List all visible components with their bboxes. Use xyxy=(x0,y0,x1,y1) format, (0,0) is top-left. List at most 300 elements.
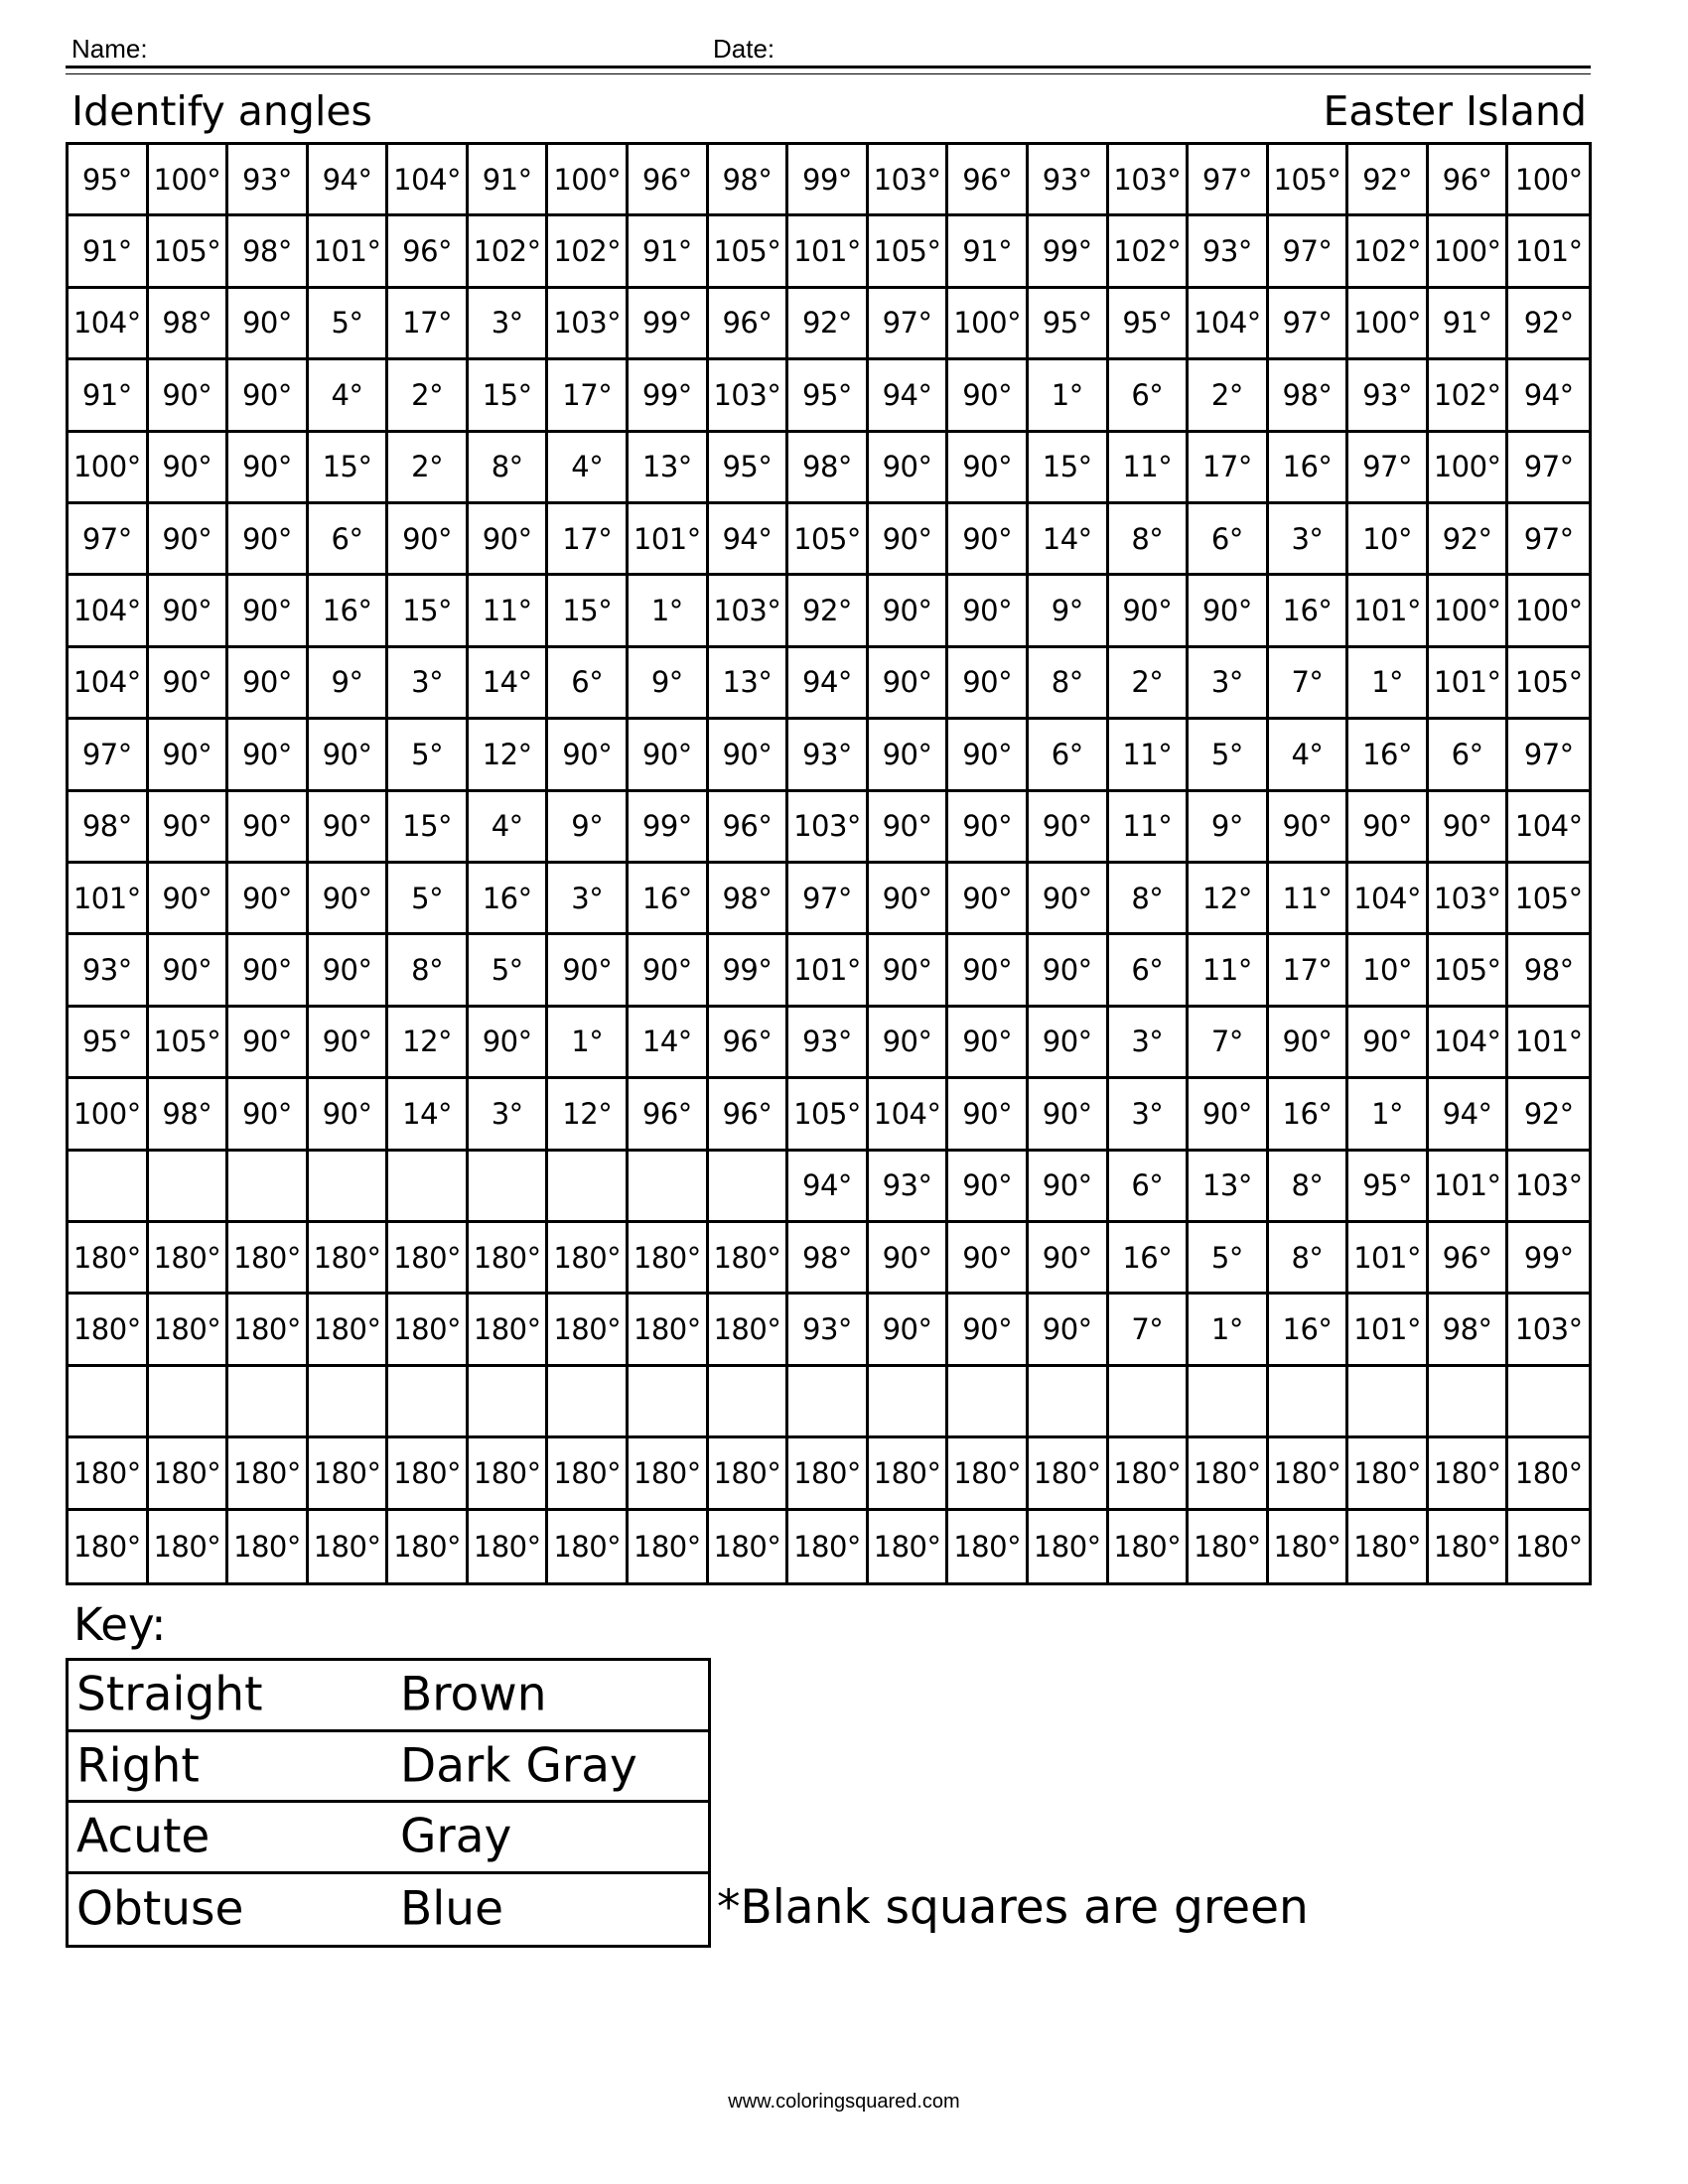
grid-cell: 97° xyxy=(1508,720,1589,791)
grid-cell: 94° xyxy=(1429,1079,1509,1151)
grid-cell: 99° xyxy=(1029,216,1109,288)
grid-cell xyxy=(1029,1367,1109,1438)
grid-cell: 103° xyxy=(869,145,949,216)
grid-cell: 90° xyxy=(228,433,309,504)
grid-cell: 13° xyxy=(709,648,789,720)
grid-cell: 90° xyxy=(228,935,309,1007)
grid-cell: 98° xyxy=(1269,360,1349,432)
grid-cell: 180° xyxy=(69,1438,149,1510)
grid-cell: 180° xyxy=(469,1438,549,1510)
grid-cell: 11° xyxy=(1109,792,1190,864)
grid-cell: 16° xyxy=(1269,433,1349,504)
grid-cell xyxy=(548,1152,629,1223)
grid-cell: 90° xyxy=(948,792,1029,864)
grid-cell: 94° xyxy=(788,1152,869,1223)
grid-cell: 93° xyxy=(1189,216,1269,288)
grid-cell: 13° xyxy=(629,433,709,504)
grid-cell: 9° xyxy=(1029,576,1109,647)
grid-cell: 90° xyxy=(548,935,629,1007)
key-type: Acute xyxy=(76,1809,211,1864)
grid-cell: 95° xyxy=(1348,1152,1429,1223)
grid-cell: 105° xyxy=(149,1008,229,1079)
grid-cell: 102° xyxy=(469,216,549,288)
grid-cell: 101° xyxy=(1508,216,1589,288)
grid-cell: 90° xyxy=(228,1079,309,1151)
grid-cell: 98° xyxy=(709,145,789,216)
grid-cell xyxy=(1429,1367,1509,1438)
grid-cell: 100° xyxy=(1429,576,1509,647)
grid-cell: 90° xyxy=(1029,1008,1109,1079)
grid-cell: 90° xyxy=(228,1008,309,1079)
grid-cell: 103° xyxy=(788,792,869,864)
grid-cell: 104° xyxy=(69,289,149,360)
grid-cell: 103° xyxy=(548,289,629,360)
grid-cell: 7° xyxy=(1269,648,1349,720)
grid-cell: 180° xyxy=(788,1511,869,1582)
key-table xyxy=(66,1658,711,1948)
grid-cell: 100° xyxy=(1429,433,1509,504)
grid-cell: 180° xyxy=(309,1438,389,1510)
grid-cell: 12° xyxy=(548,1079,629,1151)
grid-cell: 90° xyxy=(149,864,229,935)
grid-cell: 15° xyxy=(1029,433,1109,504)
grid-cell: 6° xyxy=(1029,720,1109,791)
grid-cell: 90° xyxy=(1348,1008,1429,1079)
grid-cell: 5° xyxy=(1189,1223,1269,1295)
grid-cell: 180° xyxy=(1514,1529,1583,1564)
grid-cell: 94° xyxy=(788,648,869,720)
grid-cell: 90° xyxy=(469,504,549,576)
grid-cell: 90° xyxy=(1348,792,1429,864)
grid-cell: 8° xyxy=(1109,504,1190,576)
grid-cell: 90° xyxy=(869,792,949,864)
key-color: Blue xyxy=(400,1881,504,1937)
grid-cell: 180° xyxy=(1109,1511,1190,1582)
grid-cell: 90° xyxy=(149,648,229,720)
grid-cell: 96° xyxy=(709,1008,789,1079)
grid-cell: 17° xyxy=(548,360,629,432)
grid-cell: 101° xyxy=(1348,576,1429,647)
grid-cell: 90° xyxy=(948,1295,1029,1366)
grid-cell: 180° xyxy=(228,1295,309,1366)
grid-cell xyxy=(1109,1367,1190,1438)
grid-cell: 14° xyxy=(388,1079,469,1151)
worksheet-title: Identify angles xyxy=(71,87,372,135)
grid-cell: 180° xyxy=(228,1438,309,1510)
grid-cell: 180° xyxy=(1269,1438,1349,1510)
grid-cell: 180° xyxy=(948,1438,1029,1510)
grid-cell: 90° xyxy=(149,720,229,791)
grid-cell: 16° xyxy=(309,576,389,647)
grid-cell: 90° xyxy=(149,433,229,504)
grid-cell: 90° xyxy=(869,1008,949,1079)
grid-cell: 102° xyxy=(548,216,629,288)
grid-cell: 11° xyxy=(469,576,549,647)
grid-cell xyxy=(948,1367,1029,1438)
grid-cell xyxy=(149,1152,229,1223)
grid-cell: 90° xyxy=(869,504,949,576)
grid-cell xyxy=(548,1367,629,1438)
grid-cell: 90° xyxy=(228,504,309,576)
grid-cell: 104° xyxy=(1189,289,1269,360)
grid-cell: 8° xyxy=(1269,1152,1349,1223)
grid-cell: 9° xyxy=(1189,792,1269,864)
grid-cell: 93° xyxy=(1348,360,1429,432)
grid-cell: 97° xyxy=(1269,216,1349,288)
grid-cell: 101° xyxy=(69,864,149,935)
grid-cell: 3° xyxy=(388,648,469,720)
grid-cell: 92° xyxy=(1429,504,1509,576)
grid-cell: 16° xyxy=(1348,720,1429,791)
grid-cell: 101° xyxy=(788,216,869,288)
grid-cell: 16° xyxy=(1269,576,1349,647)
grid-cell: 5° xyxy=(1189,720,1269,791)
grid-cell: 93° xyxy=(228,145,309,216)
grid-cell: 97° xyxy=(69,504,149,576)
grid-cell: 96° xyxy=(388,216,469,288)
grid-cell: 180° xyxy=(1029,1511,1109,1582)
grid-cell: 6° xyxy=(1109,1152,1190,1223)
grid-cell: 105° xyxy=(788,1079,869,1151)
grid-cell: 1° xyxy=(1348,1079,1429,1151)
grid-cell: 90° xyxy=(309,935,389,1007)
grid-cell: 180° xyxy=(548,1223,629,1295)
grid-cell: 180° xyxy=(709,1223,789,1295)
grid-cell: 180° xyxy=(869,1511,949,1582)
grid-cell: 90° xyxy=(948,433,1029,504)
grid-cell: 8° xyxy=(1269,1223,1349,1295)
blank-squares-note: *Blank squares are green xyxy=(717,1880,1309,1935)
grid-cell: 100° xyxy=(69,433,149,504)
grid-cell: 90° xyxy=(1029,792,1109,864)
grid-cell: 180° xyxy=(149,1223,229,1295)
grid-cell xyxy=(1269,1367,1349,1438)
grid-cell: 100° xyxy=(1508,145,1589,216)
grid-cell: 101° xyxy=(788,935,869,1007)
grid-cell: 180° xyxy=(309,1511,389,1582)
grid-cell: 90° xyxy=(1269,1008,1349,1079)
grid-cell: 93° xyxy=(788,1008,869,1079)
grid-cell: 90° xyxy=(948,1223,1029,1295)
grid-cell: 10° xyxy=(1348,935,1429,1007)
grid-cell: 180° xyxy=(788,1438,869,1510)
grid-cell: 14° xyxy=(469,648,549,720)
grid-cell xyxy=(469,1367,549,1438)
grid-cell: 101° xyxy=(1429,1152,1509,1223)
grid-cell: 100° xyxy=(69,1079,149,1151)
grid-cell: 101° xyxy=(1429,648,1509,720)
grid-cell: 95° xyxy=(1029,289,1109,360)
grid-cell: 90° xyxy=(948,360,1029,432)
grid-cell: 91° xyxy=(469,145,549,216)
grid-cell: 90° xyxy=(149,360,229,432)
grid-cell: 5° xyxy=(388,864,469,935)
grid-cell: 99° xyxy=(788,145,869,216)
grid-cell: 97° xyxy=(69,720,149,791)
grid-cell: 90° xyxy=(469,1008,549,1079)
grid-cell: 90° xyxy=(309,720,389,791)
grid-cell: 95° xyxy=(69,1008,149,1079)
grid-cell: 92° xyxy=(788,576,869,647)
grid-cell: 103° xyxy=(1508,1152,1589,1223)
grid-cell: 180° xyxy=(1109,1438,1190,1510)
grid-cell xyxy=(629,1152,709,1223)
grid-cell: 11° xyxy=(1109,433,1190,504)
grid-cell: 180° xyxy=(1429,1438,1509,1510)
key-color: Dark Gray xyxy=(400,1738,637,1794)
grid-cell: 3° xyxy=(1109,1079,1190,1151)
grid-cell xyxy=(469,1152,549,1223)
grid-cell: 98° xyxy=(228,216,309,288)
grid-cell: 93° xyxy=(788,1295,869,1366)
grid-cell: 96° xyxy=(709,1079,789,1151)
key-color: Brown xyxy=(400,1667,547,1722)
name-label: Name: xyxy=(71,34,148,64)
grid-cell: 96° xyxy=(948,145,1029,216)
grid-cell: 180° xyxy=(709,1295,789,1366)
grid-cell: 101° xyxy=(629,504,709,576)
grid-cell: 90° xyxy=(228,792,309,864)
grid-cell: 16° xyxy=(1269,1079,1349,1151)
grid-cell: 90° xyxy=(869,1295,949,1366)
grid-cell: 92° xyxy=(1348,145,1429,216)
grid-cell: 104° xyxy=(69,576,149,647)
grid-cell: 105° xyxy=(1269,145,1349,216)
grid-cell: 94° xyxy=(709,504,789,576)
grid-cell xyxy=(69,1367,149,1438)
grid-cell: 180° xyxy=(1189,1511,1269,1582)
grid-cell xyxy=(1348,1367,1429,1438)
grid-cell: 17° xyxy=(388,289,469,360)
grid-cell: 96° xyxy=(709,289,789,360)
grid-cell: 7° xyxy=(1189,1008,1269,1079)
grid-cell: 3° xyxy=(1189,648,1269,720)
grid-cell: 90° xyxy=(948,864,1029,935)
grid-cell: 90° xyxy=(309,792,389,864)
grid-cell: 180° xyxy=(149,1511,229,1582)
grid-cell: 90° xyxy=(709,720,789,791)
key-row-acute xyxy=(69,1803,708,1874)
grid-cell: 99° xyxy=(1508,1223,1589,1295)
grid-cell: 15° xyxy=(548,576,629,647)
grid-cell: 105° xyxy=(788,504,869,576)
grid-cell: 13° xyxy=(1189,1152,1269,1223)
key-row-straight xyxy=(69,1661,708,1732)
grid-cell: 3° xyxy=(469,1079,549,1151)
grid-cell: 180° xyxy=(149,1438,229,1510)
grid-cell: 180° xyxy=(629,1438,709,1510)
grid-cell: 90° xyxy=(548,720,629,791)
grid-cell: 105° xyxy=(149,216,229,288)
grid-cell: 180° xyxy=(709,1438,789,1510)
grid-cell: 101° xyxy=(1348,1295,1429,1366)
grid-cell: 180° xyxy=(309,1223,389,1295)
grid-cell xyxy=(149,1367,229,1438)
grid-cell: 90° xyxy=(228,864,309,935)
grid-cell: 11° xyxy=(1189,935,1269,1007)
grid-cell: 90° xyxy=(309,1079,389,1151)
grid-cell: 90° xyxy=(948,576,1029,647)
grid-cell: 92° xyxy=(1508,289,1589,360)
grid-cell: 97° xyxy=(1348,433,1429,504)
grid-cell xyxy=(1189,1367,1269,1438)
grid-cell xyxy=(629,1367,709,1438)
grid-cell: 90° xyxy=(1029,864,1109,935)
grid-cell: 96° xyxy=(629,1079,709,1151)
key-type: Obtuse xyxy=(76,1881,244,1937)
grid-cell xyxy=(869,1367,949,1438)
grid-cell: 180° xyxy=(388,1438,469,1510)
grid-cell: 90° xyxy=(149,504,229,576)
grid-cell: 2° xyxy=(388,433,469,504)
grid-cell: 104° xyxy=(1348,864,1429,935)
grid-cell: 90° xyxy=(149,935,229,1007)
grid-cell: 180° xyxy=(388,1295,469,1366)
grid-cell xyxy=(228,1152,309,1223)
grid-cell: 180° xyxy=(629,1223,709,1295)
grid-cell: 103° xyxy=(1508,1295,1589,1366)
grid-cell: 100° xyxy=(948,289,1029,360)
grid-cell: 4° xyxy=(309,360,389,432)
grid-cell: 98° xyxy=(69,792,149,864)
grid-cell: 17° xyxy=(1189,433,1269,504)
grid-cell: 8° xyxy=(1109,864,1190,935)
grid-cell: 14° xyxy=(629,1008,709,1079)
grid-cell: 97° xyxy=(1189,145,1269,216)
grid-cell: 103° xyxy=(709,360,789,432)
grid-cell: 4° xyxy=(469,792,549,864)
grid-cell: 90° xyxy=(1429,792,1509,864)
grid-cell: 90° xyxy=(629,720,709,791)
grid-cell: 15° xyxy=(309,433,389,504)
grid-cell: 98° xyxy=(709,864,789,935)
grid-cell: 180° xyxy=(388,1223,469,1295)
grid-cell: 1° xyxy=(1029,360,1109,432)
grid-cell: 101° xyxy=(309,216,389,288)
grid-cell: 98° xyxy=(149,1079,229,1151)
grid-cell: 1° xyxy=(629,576,709,647)
grid-cell: 95° xyxy=(1109,289,1190,360)
grid-cell: 91° xyxy=(69,216,149,288)
grid-cell: 91° xyxy=(69,360,149,432)
grid-cell xyxy=(709,1367,789,1438)
grid-cell xyxy=(388,1367,469,1438)
grid-cell: 100° xyxy=(1508,576,1589,647)
key-title: Key: xyxy=(73,1598,167,1651)
grid-cell: 180° xyxy=(469,1223,549,1295)
grid-cell: 15° xyxy=(388,576,469,647)
grid-cell: 180° xyxy=(149,1295,229,1366)
grid-cell: 90° xyxy=(388,504,469,576)
grid-cell: 7° xyxy=(1109,1295,1190,1366)
grid-cell: 17° xyxy=(548,504,629,576)
key-type: Straight xyxy=(76,1667,263,1722)
grid-cell: 102° xyxy=(1429,360,1509,432)
grid-cell: 17° xyxy=(1269,935,1349,1007)
grid-cell: 90° xyxy=(228,648,309,720)
grid-cell: 90° xyxy=(1029,1079,1109,1151)
grid-cell: 90° xyxy=(1109,576,1190,647)
grid-cell: 97° xyxy=(1269,289,1349,360)
grid-cell: 4° xyxy=(548,433,629,504)
grid-cell: 180° xyxy=(309,1295,389,1366)
grid-cell: 101° xyxy=(1508,1008,1589,1079)
key-color: Gray xyxy=(400,1809,512,1864)
grid-cell: 6° xyxy=(548,648,629,720)
grid-cell: 105° xyxy=(869,216,949,288)
grid-cell: 6° xyxy=(309,504,389,576)
grid-cell: 90° xyxy=(149,792,229,864)
grid-cell xyxy=(69,1152,149,1223)
grid-cell: 94° xyxy=(1508,360,1589,432)
grid-cell: 180° xyxy=(548,1438,629,1510)
grid-cell: 90° xyxy=(629,935,709,1007)
grid-cell: 98° xyxy=(1508,935,1589,1007)
grid-cell: 3° xyxy=(1269,504,1349,576)
grid-cell xyxy=(788,1367,869,1438)
grid-cell: 97° xyxy=(788,864,869,935)
grid-cell: 104° xyxy=(1429,1008,1509,1079)
grid-cell: 96° xyxy=(709,792,789,864)
grid-cell: 105° xyxy=(1429,935,1509,1007)
grid-cell: 92° xyxy=(1508,1079,1589,1151)
grid-cell: 180° xyxy=(69,1223,149,1295)
grid-cell: 100° xyxy=(1348,289,1429,360)
grid-cell: 180° xyxy=(709,1511,789,1582)
grid-cell: 93° xyxy=(788,720,869,791)
grid-cell: 15° xyxy=(388,792,469,864)
grid-cell: 90° xyxy=(948,1152,1029,1223)
grid-cell: 12° xyxy=(388,1008,469,1079)
grid-cell: 6° xyxy=(1429,720,1509,791)
grid-cell: 180° xyxy=(869,1438,949,1510)
grid-cell: 12° xyxy=(469,720,549,791)
grid-cell: 103° xyxy=(1429,864,1509,935)
grid-cell: 11° xyxy=(1269,864,1349,935)
grid-cell: 8° xyxy=(1029,648,1109,720)
grid-cell: 93° xyxy=(69,935,149,1007)
grid-cell xyxy=(388,1152,469,1223)
grid-cell: 180° xyxy=(1429,1511,1509,1582)
grid-cell: 99° xyxy=(629,289,709,360)
grid-cell: 93° xyxy=(1029,145,1109,216)
grid-cell: 96° xyxy=(1429,1223,1509,1295)
footer-url: www.coloringsquared.com xyxy=(728,2091,960,2113)
grid-cell: 12° xyxy=(1189,864,1269,935)
grid-cell: 90° xyxy=(948,1008,1029,1079)
grid-cell: 1° xyxy=(1189,1295,1269,1366)
grid-cell: 11° xyxy=(1109,720,1190,791)
grid-cell: 90° xyxy=(228,360,309,432)
grid-cell: 102° xyxy=(1348,216,1429,288)
grid-cell: 100° xyxy=(548,145,629,216)
grid-cell: 102° xyxy=(1109,216,1190,288)
grid-cell: 90° xyxy=(1029,1295,1109,1366)
grid-cell: 9° xyxy=(548,792,629,864)
grid-cell: 180° xyxy=(69,1295,149,1366)
grid-cell: 105° xyxy=(1508,648,1589,720)
grid-cell: 1° xyxy=(1348,648,1429,720)
grid-cell: 5° xyxy=(469,935,549,1007)
grid-cell: 3° xyxy=(469,289,549,360)
grid-cell: 180° xyxy=(69,1511,149,1582)
grid-cell: 16° xyxy=(629,864,709,935)
grid-cell xyxy=(309,1367,389,1438)
grid-cell: 180° xyxy=(1508,1438,1589,1510)
grid-cell: 104° xyxy=(1508,792,1589,864)
grid-cell: 14° xyxy=(1029,504,1109,576)
grid-cell: 8° xyxy=(469,433,549,504)
